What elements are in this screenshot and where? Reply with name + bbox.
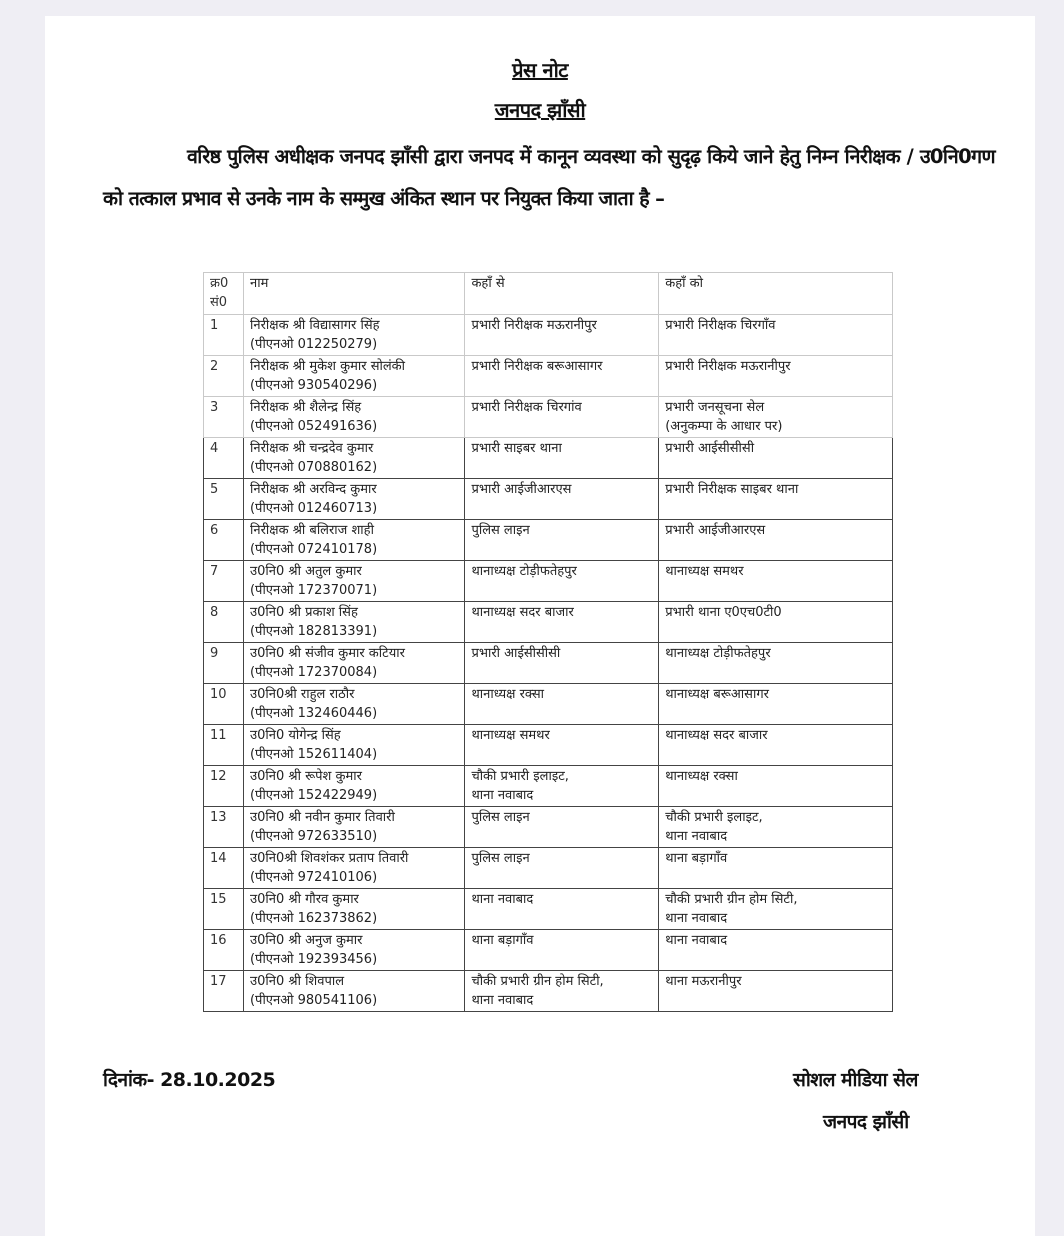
to-line1: थानाध्यक्ष रक्सा [665, 769, 738, 784]
serial-number [204, 889, 244, 930]
officer-name: उ0नि0 श्री नवीन कुमार तिवारी [249, 810, 395, 825]
to-line1: थाना मऊरानीपुर [665, 974, 742, 989]
to-cell [659, 889, 893, 930]
to-line1: थाना नवाबाद [665, 933, 728, 948]
header-serial [204, 273, 244, 315]
from-cell [465, 889, 659, 930]
to-cell [659, 356, 893, 397]
header-name: नाम [243, 273, 464, 315]
officer-cell [243, 766, 464, 807]
table-body [204, 315, 893, 1012]
serial-number [204, 684, 244, 725]
to-cell [659, 807, 893, 848]
officer-name: उ0नि0 योगेन्द्र सिंह [249, 728, 341, 743]
order-date: दिनांक- 28.10.2025 [103, 1069, 276, 1091]
serial-text: 10 [210, 687, 227, 702]
officer-name: निरीक्षक श्री विद्यासागर सिंह [249, 318, 380, 333]
serial-number [204, 479, 244, 520]
serial-number [204, 725, 244, 766]
officer-name: निरीक्षक श्री शैलेन्द्र सिंह [249, 400, 362, 415]
officer-cell [243, 807, 464, 848]
transfer-table [203, 272, 893, 1012]
officer-cell [243, 643, 464, 684]
from-cell [465, 971, 659, 1012]
table-row [204, 848, 893, 889]
serial-number [204, 561, 244, 602]
table-row [204, 971, 893, 1012]
officer-cell [243, 684, 464, 725]
from-line1: प्रभारी निरीक्षक मऊरानीपुर [471, 318, 597, 333]
officer-name: उ0नि0 श्री प्रकाश सिंह [249, 605, 358, 620]
to-line1: थानाध्यक्ष टोड़ीफतेहपुर [665, 646, 771, 661]
officer-name: उ0नि0 श्री रूपेश कुमार [249, 769, 362, 784]
from-cell [465, 930, 659, 971]
document-subtitle: जनपद झाँसी [494, 98, 586, 122]
from-cell [465, 807, 659, 848]
to-cell [659, 479, 893, 520]
officer-pno: (पीएनओ 052491636) [249, 419, 378, 434]
to-line1: प्रभारी निरीक्षक चिरगाँव [665, 318, 776, 333]
to-line1: प्रभारी थाना ए0एच0टी0 [665, 605, 782, 620]
serial-text: 5 [210, 482, 219, 497]
table-row [204, 930, 893, 971]
from-line1: पुलिस लाइन [471, 523, 530, 538]
serial-number [204, 602, 244, 643]
officer-name: उ0नि0 श्री गौरव कुमार [249, 892, 359, 907]
to-line1: थानाध्यक्ष समथर [665, 564, 744, 579]
officer-name: उ0नि0 श्री शिवपाल [249, 974, 345, 989]
from-cell [465, 438, 659, 479]
serial-text: 3 [210, 400, 219, 415]
officer-cell [243, 971, 464, 1012]
officer-cell [243, 602, 464, 643]
officer-pno: (पीएनओ 012460713) [249, 501, 378, 516]
officer-pno: (पीएनओ 192393456) [249, 952, 378, 967]
serial-number [204, 643, 244, 684]
from-cell [465, 684, 659, 725]
officer-cell [243, 315, 464, 356]
table-row [204, 725, 893, 766]
to-line2: (अनुकम्पा के आधार पर) [665, 419, 783, 434]
officer-pno: (पीएनओ 132460446) [249, 706, 378, 721]
serial-number [204, 930, 244, 971]
officer-pno: (पीएनओ 162373862) [249, 911, 378, 926]
from-line1: प्रभारी साइबर थाना [471, 441, 562, 456]
to-cell [659, 438, 893, 479]
header-to: कहाँ को [659, 273, 893, 315]
to-cell [659, 520, 893, 561]
officer-name: निरीक्षक श्री अरविन्द कुमार [249, 482, 377, 497]
officer-cell [243, 848, 464, 889]
to-line1: प्रभारी निरीक्षक मऊरानीपुर [665, 359, 791, 374]
serial-text: 6 [210, 523, 219, 538]
from-line1: थानाध्यक्ष समथर [471, 728, 550, 743]
from-cell [465, 479, 659, 520]
serial-number [204, 397, 244, 438]
from-line1: प्रभारी आईसीसीसी [471, 646, 561, 661]
officer-cell [243, 438, 464, 479]
officer-name: उ0नि0 श्री अतुल कुमार [249, 564, 362, 579]
to-line1: चौकी प्रभारी ग्रीन होम सिटी, [665, 892, 798, 907]
officer-pno: (पीएनओ 930540296) [249, 378, 378, 393]
to-line2: थाना नवाबाद [665, 911, 728, 926]
to-cell [659, 930, 893, 971]
from-line1: थानाध्यक्ष टोड़ीफतेहपुर [471, 564, 577, 579]
from-cell [465, 848, 659, 889]
to-line2: थाना नवाबाद [665, 829, 728, 844]
table-row [204, 561, 893, 602]
to-cell [659, 971, 893, 1012]
to-cell [659, 315, 893, 356]
serial-text: 12 [210, 769, 227, 784]
officer-pno: (पीएनओ 972410106) [249, 870, 378, 885]
from-line1: थानाध्यक्ष सदर बाजार [471, 605, 574, 620]
officer-pno: (पीएनओ 972633510) [249, 829, 378, 844]
to-cell [659, 397, 893, 438]
serial-text: 2 [210, 359, 219, 374]
header-serial-line2: सं0 [210, 295, 228, 310]
from-line1: पुलिस लाइन [471, 851, 530, 866]
officer-name: उ0नि0 श्री अनुज कुमार [249, 933, 363, 948]
to-line1: प्रभारी जनसूचना सेल [665, 400, 765, 415]
serial-number [204, 971, 244, 1012]
serial-text: 4 [210, 441, 219, 456]
from-line1: चौकी प्रभारी ग्रीन होम सिटी, [471, 974, 604, 989]
to-line1: थानाध्यक्ष बरूआसागर [665, 687, 769, 702]
to-cell [659, 766, 893, 807]
officer-pno: (पीएनओ 152611404) [249, 747, 378, 762]
table-row [204, 315, 893, 356]
to-cell [659, 725, 893, 766]
table-row [204, 479, 893, 520]
table-row [204, 397, 893, 438]
serial-text: 7 [210, 564, 219, 579]
from-cell [465, 602, 659, 643]
officer-pno: (पीएनओ 172370084) [249, 665, 378, 680]
serial-text: 17 [210, 974, 227, 989]
table-row [204, 684, 893, 725]
serial-text: 9 [210, 646, 219, 661]
serial-number [204, 807, 244, 848]
officer-pno: (पीएनओ 182813391) [249, 624, 378, 639]
officer-pno: (पीएनओ 980541106) [249, 993, 378, 1008]
to-line1: चौकी प्रभारी इलाइट, [665, 810, 763, 825]
table-header-row [204, 273, 893, 315]
from-cell [465, 315, 659, 356]
from-cell [465, 397, 659, 438]
order-paragraph: वरिष्ठ पुलिस अधीक्षक जनपद झाँसी द्वारा जनपद में कानून व्यवस्था को सुदृढ़ किये जाने हेतु निम्न निरीक्षक / उ0नि0गण को तत्काल प्रभाव से उनके नाम के सम्मुख अंकित स्थान पर नियुक्त किया जाता है – [103, 145, 995, 210]
signature-office: सोशल मीडिया सेल [793, 1069, 918, 1091]
to-line1: प्रभारी आईजीआरएस [665, 523, 766, 538]
serial-text: 1 [210, 318, 219, 333]
from-cell [465, 725, 659, 766]
to-line1: प्रभारी निरीक्षक साइबर थाना [665, 482, 799, 497]
officer-name: उ0नि0 श्री संजीव कुमार कटियार [249, 646, 405, 661]
serial-text: 11 [210, 728, 227, 743]
officer-cell [243, 930, 464, 971]
table-row [204, 889, 893, 930]
from-line1: चौकी प्रभारी इलाइट, [471, 769, 569, 784]
table-row [204, 602, 893, 643]
table-row [204, 438, 893, 479]
to-cell [659, 561, 893, 602]
serial-number [204, 356, 244, 397]
from-cell [465, 520, 659, 561]
table-row [204, 807, 893, 848]
officer-pno: (पीएनओ 152422949) [249, 788, 378, 803]
serial-number [204, 315, 244, 356]
from-cell [465, 356, 659, 397]
officer-cell [243, 561, 464, 602]
serial-text: 8 [210, 605, 219, 620]
serial-number [204, 766, 244, 807]
officer-cell [243, 356, 464, 397]
document-title: प्रेस नोट [512, 58, 568, 82]
officer-cell [243, 479, 464, 520]
to-cell [659, 602, 893, 643]
from-line1: प्रभारी आईजीआरएस [471, 482, 572, 497]
to-line1: थाना बड़ागाँव [665, 851, 728, 866]
header-serial-line1: क्र0 [210, 276, 229, 291]
officer-pno: (पीएनओ 012250279) [249, 337, 378, 352]
to-cell [659, 684, 893, 725]
table-row [204, 356, 893, 397]
officer-name: निरीक्षक श्री मुकेश कुमार सोलंकी [249, 359, 406, 374]
from-cell [465, 561, 659, 602]
officer-pno: (पीएनओ 072410178) [249, 542, 378, 557]
from-line1: थाना बड़ागाँव [471, 933, 534, 948]
to-cell [659, 643, 893, 684]
from-cell [465, 766, 659, 807]
officer-name: उ0नि0श्री राहुल राठौर [249, 687, 355, 702]
serial-text: 15 [210, 892, 227, 907]
officer-cell [243, 520, 464, 561]
signature-district: जनपद झाँसी [823, 1111, 909, 1133]
serial-number [204, 848, 244, 889]
document-page [45, 16, 1035, 1236]
officer-name: निरीक्षक श्री बलिराज शाही [249, 523, 374, 538]
from-line2: थाना नवाबाद [471, 788, 534, 803]
from-line1: प्रभारी निरीक्षक चिरगांव [471, 400, 582, 415]
to-cell [659, 848, 893, 889]
from-line1: थाना नवाबाद [471, 892, 534, 907]
header-from: कहाँ से [465, 273, 659, 315]
officer-name: निरीक्षक श्री चन्द्रदेव कुमार [249, 441, 374, 456]
serial-number [204, 520, 244, 561]
table-row [204, 520, 893, 561]
to-line1: थानाध्यक्ष सदर बाजार [665, 728, 768, 743]
from-cell [465, 643, 659, 684]
officer-name: उ0नि0श्री शिवशंकर प्रताप तिवारी [249, 851, 409, 866]
from-line1: प्रभारी निरीक्षक बरूआसागर [471, 359, 603, 374]
officer-cell [243, 889, 464, 930]
officer-pno: (पीएनओ 070880162) [249, 460, 378, 475]
officer-cell [243, 725, 464, 766]
table-row [204, 766, 893, 807]
officer-pno: (पीएनओ 172370071) [249, 583, 378, 598]
serial-text: 13 [210, 810, 227, 825]
serial-text: 14 [210, 851, 227, 866]
serial-text: 16 [210, 933, 227, 948]
from-line2: थाना नवाबाद [471, 993, 534, 1008]
to-line1: प्रभारी आईसीसीसी [665, 441, 755, 456]
table-row [204, 643, 893, 684]
serial-number [204, 438, 244, 479]
officer-cell [243, 397, 464, 438]
from-line1: पुलिस लाइन [471, 810, 530, 825]
from-line1: थानाध्यक्ष रक्सा [471, 687, 545, 702]
